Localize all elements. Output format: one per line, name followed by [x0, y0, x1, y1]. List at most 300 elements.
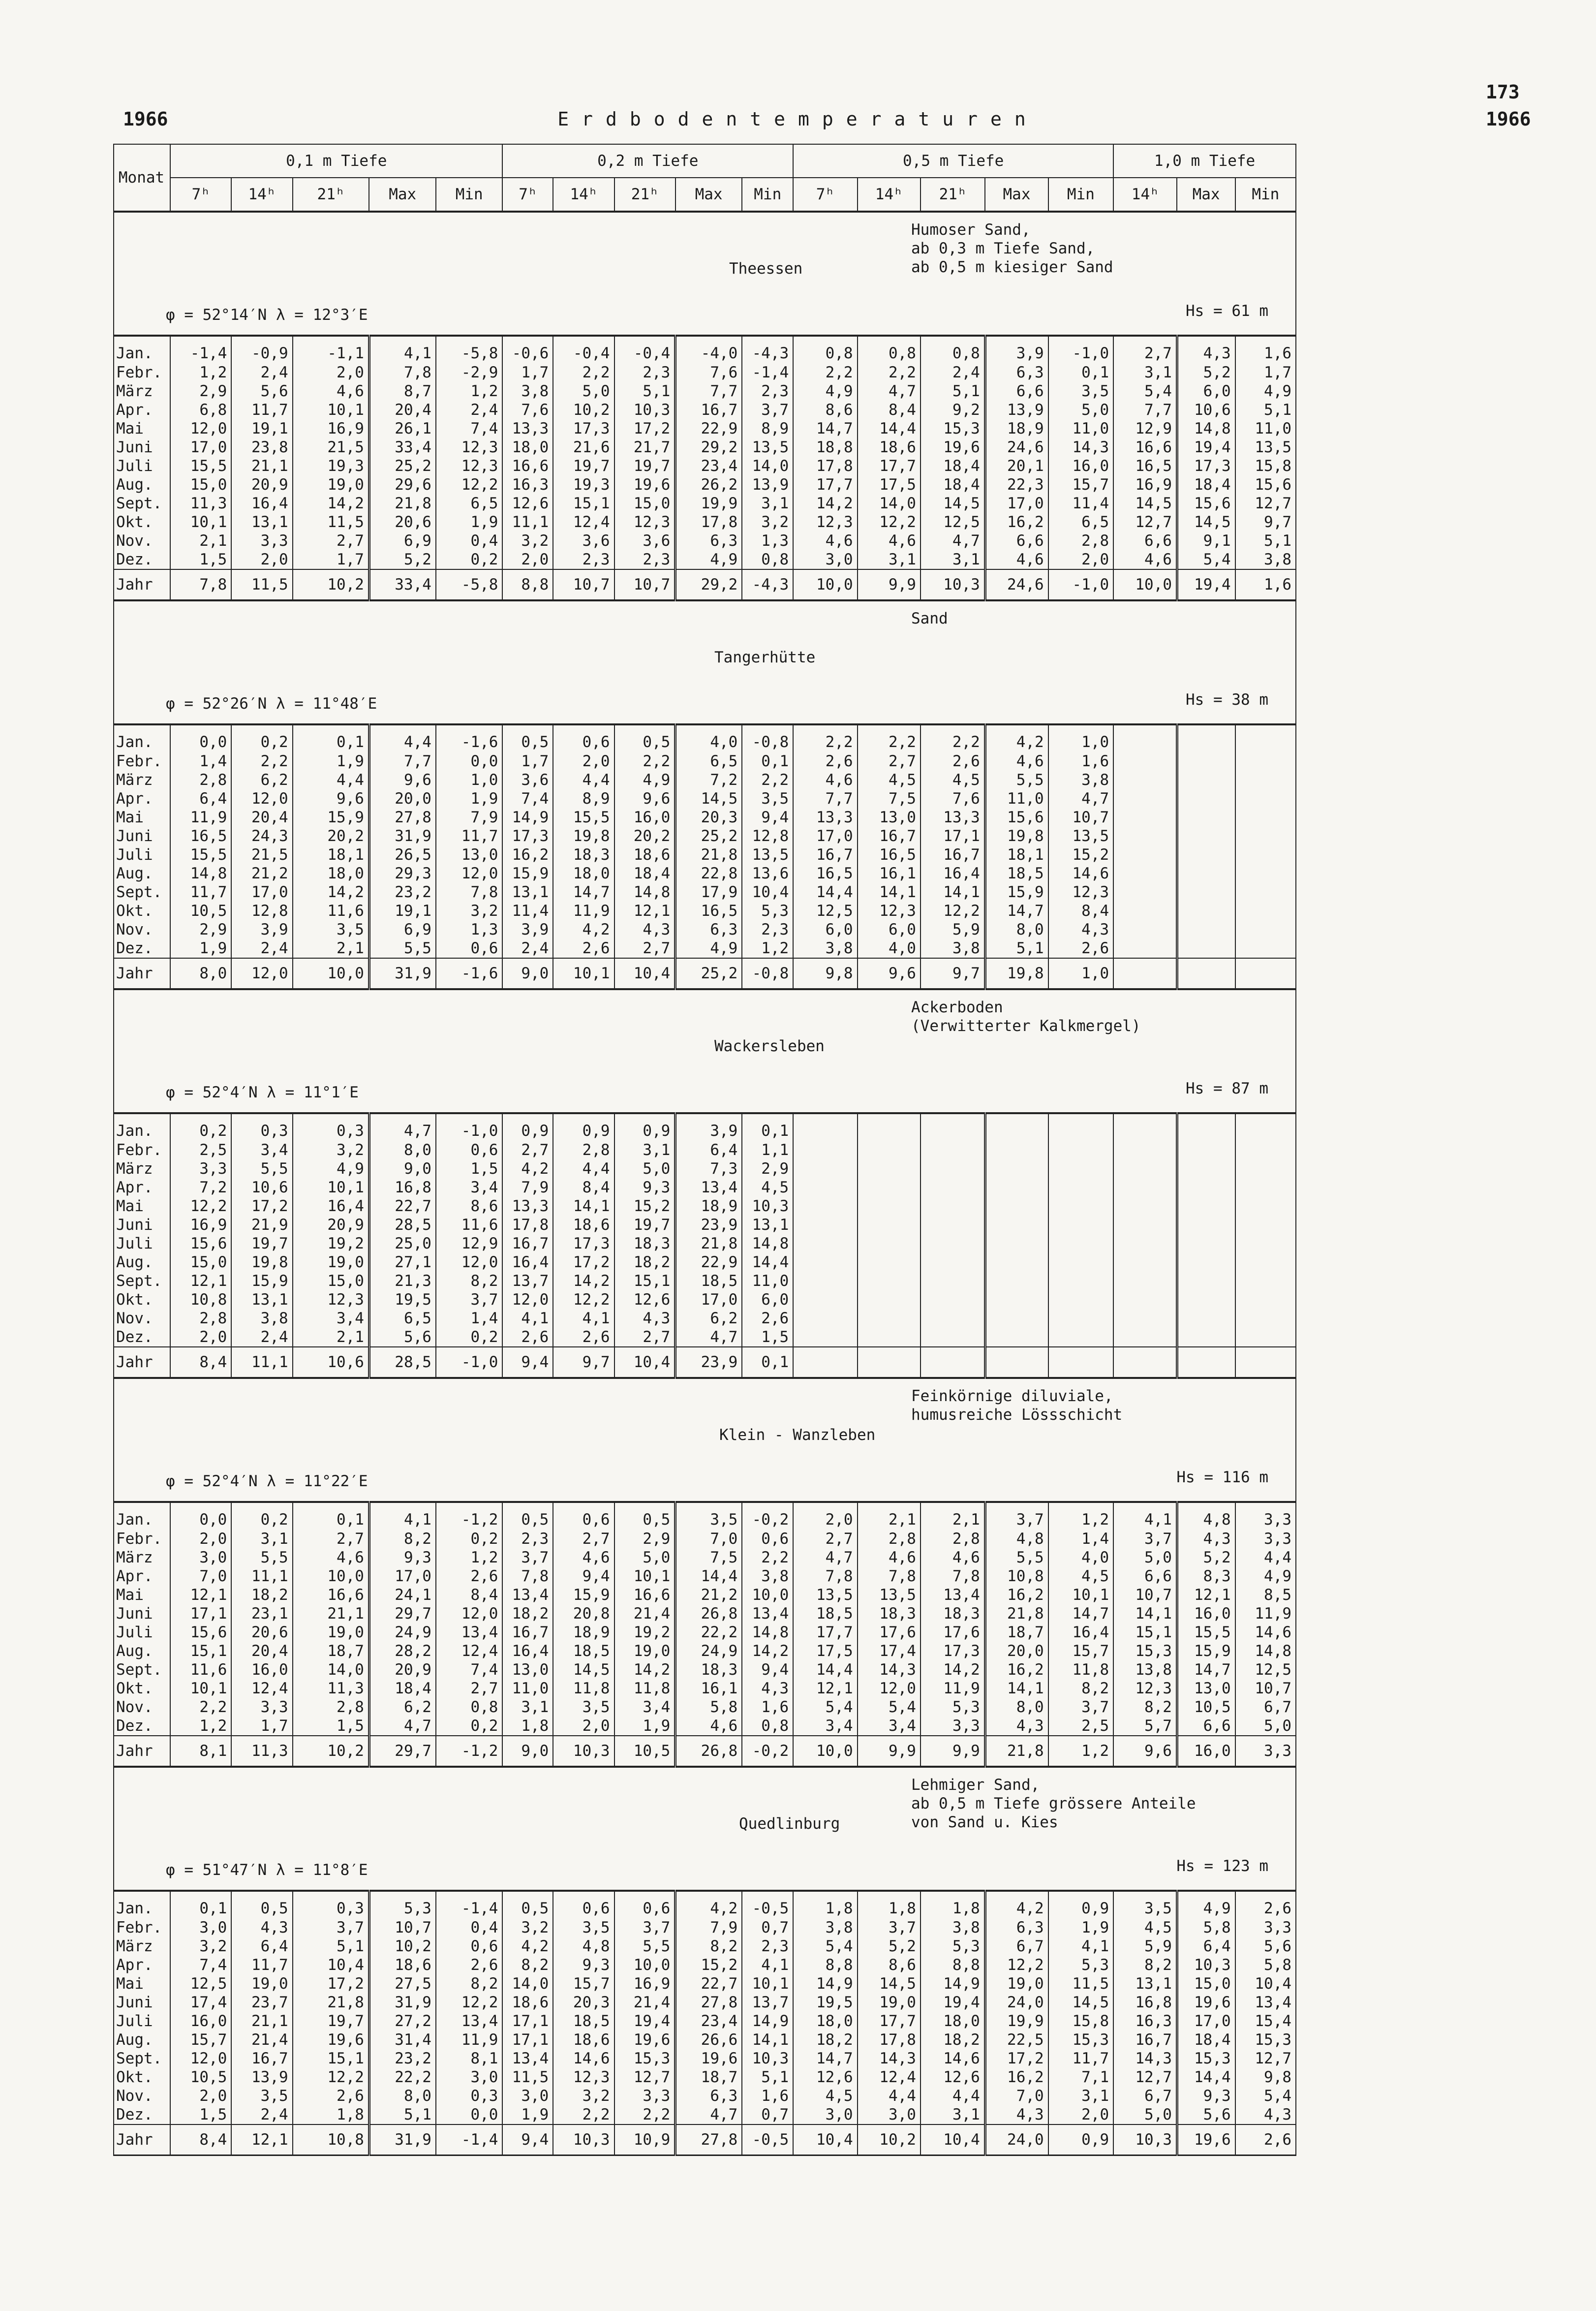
table-cell: 0,8	[742, 1717, 793, 1736]
table-cell: 16,9	[1113, 475, 1177, 494]
table-cell: 12,2	[170, 1197, 231, 1216]
table-row	[114, 531, 1296, 550]
table-cell: 23,2	[369, 2049, 435, 2068]
table-cell: 18,2	[231, 1586, 292, 1604]
table-cell: 22,9	[675, 419, 742, 438]
table-cell	[1113, 1159, 1177, 1178]
table-cell: 0,2	[436, 550, 503, 569]
month-label: Aug.	[114, 475, 170, 494]
table-cell: 18,9	[553, 1623, 614, 1642]
table-cell: 2,6	[553, 1328, 614, 1347]
table-row	[114, 939, 1296, 958]
soil-description: Humoser Sand, ab 0,3 m Tiefe Sand, ab 0,5 m kiesiger Sand	[911, 221, 1113, 276]
table-cell: 20,2	[293, 827, 369, 845]
month-label: März	[114, 771, 170, 789]
table-cell: 15,2	[1048, 845, 1113, 864]
table-cell: 4,4	[553, 771, 614, 789]
table-cell: 25,2	[369, 457, 435, 475]
table-cell: 14,1	[985, 1679, 1048, 1698]
table-cell: -0,8	[742, 724, 793, 752]
table-cell: 18,7	[675, 2068, 742, 2087]
table-cell: 2,2	[553, 363, 614, 382]
table-cell: 3,1	[742, 494, 793, 513]
table-cell: 33,4	[369, 438, 435, 457]
table-cell: 15,9	[985, 883, 1048, 902]
table-cell: 12,9	[1113, 419, 1177, 438]
table-cell: 9,4	[553, 1567, 614, 1586]
table-cell	[921, 1253, 985, 1272]
table-cell: 6,3	[985, 1918, 1048, 1937]
table-cell: 5,2	[858, 1937, 921, 1956]
table-cell: 15,6	[170, 1623, 231, 1642]
table-cell: 17,3	[921, 1642, 985, 1660]
table-cell: 17,8	[675, 513, 742, 531]
table-cell	[1235, 920, 1296, 939]
table-cell: 14,7	[985, 902, 1048, 920]
table-cell: 3,2	[553, 2087, 614, 2105]
table-cell	[1235, 958, 1296, 989]
table-cell: 16,0	[170, 2012, 231, 2030]
table-cell: 13,4	[502, 2049, 553, 2068]
month-label: Juni	[114, 1993, 170, 2012]
table-cell: 26,8	[675, 1736, 742, 1767]
table-cell: 4,3	[985, 1717, 1048, 1736]
year-right: 1966	[1486, 108, 1531, 130]
table-cell: 4,6	[293, 382, 369, 401]
table-cell: 5,3	[1048, 1956, 1113, 1974]
table-cell: 9,6	[293, 789, 369, 808]
table-cell: 24,0	[985, 2124, 1048, 2155]
month-label: Juni	[114, 438, 170, 457]
table-cell: 16,7	[858, 827, 921, 845]
table-cell	[1235, 724, 1296, 752]
table-cell	[793, 1159, 857, 1178]
table-cell: 2,0	[170, 1530, 231, 1548]
table-cell	[921, 1234, 985, 1253]
table-cell: 0,1	[293, 724, 369, 752]
table-cell: 12,3	[858, 902, 921, 920]
table-cell: 21,5	[231, 845, 292, 864]
table-cell: 8,2	[1113, 1698, 1177, 1717]
table-cell: 14,0	[502, 1974, 553, 1993]
table-cell: 12,4	[231, 1679, 292, 1698]
table-cell: 17,3	[502, 827, 553, 845]
table-cell: 7,3	[675, 1159, 742, 1178]
table-cell: 18,0	[502, 438, 553, 457]
table-cell: 3,9	[502, 920, 553, 939]
table-cell: 12,0	[436, 1604, 503, 1623]
table-cell: 1,8	[858, 1891, 921, 1918]
table-cell: 3,7	[1113, 1530, 1177, 1548]
table-cell: 5,5	[369, 939, 435, 958]
table-cell: 4,3	[614, 1309, 675, 1328]
table-cell: 11,9	[921, 1679, 985, 1698]
station-info-cell	[114, 989, 1296, 1113]
table-row	[114, 1159, 1296, 1178]
table-cell: 2,6	[742, 1309, 793, 1328]
table-cell	[793, 1290, 857, 1309]
table-cell	[1113, 864, 1177, 883]
table-cell	[1235, 1197, 1296, 1216]
station-name: Wackersleben	[714, 1037, 825, 1055]
table-cell	[985, 1197, 1048, 1216]
station-info	[114, 601, 1295, 723]
table-cell	[793, 1178, 857, 1197]
table-cell: 4,9	[1235, 1567, 1296, 1586]
table-cell: 1,0	[1048, 958, 1113, 989]
month-label: Jan.	[114, 1113, 170, 1141]
table-cell: 6,3	[985, 363, 1048, 382]
table-cell: 29,6	[369, 475, 435, 494]
table-cell: 8,2	[1048, 1679, 1113, 1698]
table-cell: 0,1	[742, 752, 793, 771]
table-cell: 2,4	[231, 2105, 292, 2124]
depth-header: 0,5 m Tiefe	[793, 144, 1113, 178]
table-cell: 5,9	[1113, 1937, 1177, 1956]
table-cell	[1235, 1141, 1296, 1159]
table-cell	[1177, 1234, 1235, 1253]
table-cell: 14,7	[1048, 1604, 1113, 1623]
table-cell: 11,1	[502, 513, 553, 531]
column-header: Max	[985, 178, 1048, 212]
table-cell: 8,0	[985, 1698, 1048, 1717]
table-cell: 3,3	[1235, 1918, 1296, 1937]
table-cell: 3,4	[793, 1717, 857, 1736]
table-cell: 8,7	[369, 382, 435, 401]
table-cell	[1177, 1309, 1235, 1328]
table-cell: 5,5	[985, 1548, 1048, 1567]
table-cell: 11,3	[231, 1736, 292, 1767]
table-cell: 2,2	[921, 724, 985, 752]
table-row	[114, 1679, 1296, 1698]
table-cell: 4,7	[921, 531, 985, 550]
table-cell: 13,0	[502, 1660, 553, 1679]
table-cell	[793, 1216, 857, 1234]
table-cell: 12,5	[1235, 1660, 1296, 1679]
table-cell: 1,2	[170, 363, 231, 382]
table-cell	[1177, 1178, 1235, 1197]
table-cell: 1,2	[170, 1717, 231, 1736]
table-cell: 7,8	[170, 569, 231, 600]
table-cell: 2,2	[614, 752, 675, 771]
table-cell: 11,7	[231, 1956, 292, 1974]
table-cell: 16,8	[1113, 1993, 1177, 2012]
table-cell: 15,7	[170, 2030, 231, 2049]
table-cell: 16,6	[293, 1586, 369, 1604]
table-cell: 19,6	[1177, 1993, 1235, 2012]
table-cell: 18,1	[985, 845, 1048, 864]
table-cell: 24,3	[231, 827, 292, 845]
table-cell: 19,6	[614, 475, 675, 494]
table-cell: 2,1	[170, 531, 231, 550]
table-cell: 14,1	[858, 883, 921, 902]
table-cell: 6,4	[231, 1937, 292, 1956]
table-cell: 2,6	[436, 1956, 503, 1974]
table-cell: 3,8	[793, 939, 857, 958]
table-cell: 8,4	[170, 2124, 231, 2155]
table-row	[114, 771, 1296, 789]
table-row	[114, 2068, 1296, 2087]
column-header: 7ʰ	[170, 178, 231, 212]
table-cell: 0,5	[614, 1502, 675, 1530]
column-header: 14ʰ	[1113, 178, 1177, 212]
table-cell: 12,2	[293, 2068, 369, 2087]
table-cell: 2,7	[502, 1141, 553, 1159]
table-row	[114, 401, 1296, 419]
table-cell: 19,6	[675, 2049, 742, 2068]
station-info-row	[114, 600, 1296, 724]
month-label: Jahr	[114, 1736, 170, 1767]
table-cell: 13,4	[1235, 1993, 1296, 2012]
table-cell: 7,8	[921, 1567, 985, 1586]
table-cell: -0,4	[553, 336, 614, 363]
table-cell: 15,8	[1235, 457, 1296, 475]
table-cell: 18,3	[858, 1604, 921, 1623]
table-cell: 2,4	[231, 939, 292, 958]
table-cell: 5,1	[921, 382, 985, 401]
table-cell: -0,5	[742, 2124, 793, 2155]
table-cell: 22,9	[675, 1253, 742, 1272]
table-row	[114, 1253, 1296, 1272]
station-info	[114, 1768, 1295, 1890]
station-info	[114, 1379, 1295, 1501]
table-cell: 0,5	[502, 1891, 553, 1918]
table-cell: 4,3	[1048, 920, 1113, 939]
table-cell: 4,4	[293, 771, 369, 789]
month-label: Okt.	[114, 1679, 170, 1698]
table-cell: 10,0	[742, 1586, 793, 1604]
table-cell	[1048, 1328, 1113, 1347]
table-cell: 14,5	[1177, 513, 1235, 531]
table-cell: 12,0	[231, 958, 292, 989]
table-cell: 19,7	[553, 457, 614, 475]
table-cell: 10,4	[921, 2124, 985, 2155]
table-row	[114, 1586, 1296, 1604]
table-cell: 13,4	[921, 1586, 985, 1604]
table-cell	[1113, 724, 1177, 752]
table-cell	[1177, 920, 1235, 939]
table-cell: 19,3	[293, 457, 369, 475]
table-cell: 6,9	[369, 531, 435, 550]
table-row	[114, 363, 1296, 382]
table-cell: 19,3	[553, 475, 614, 494]
table-cell	[921, 1178, 985, 1197]
table-cell: 14,3	[858, 2049, 921, 2068]
table-cell: 27,8	[675, 1993, 742, 2012]
table-cell	[1113, 939, 1177, 958]
table-cell: 9,7	[1235, 513, 1296, 531]
table-cell: 3,7	[742, 401, 793, 419]
table-cell: 11,0	[1235, 419, 1296, 438]
month-label: Nov.	[114, 531, 170, 550]
table-cell: 3,6	[553, 531, 614, 550]
table-cell: 4,0	[858, 939, 921, 958]
table-cell: 0,9	[553, 1113, 614, 1141]
table-cell: 15,3	[1048, 2030, 1113, 2049]
table-cell: 19,4	[614, 2012, 675, 2030]
table-cell: 18,3	[675, 1660, 742, 1679]
table-cell	[985, 1253, 1048, 1272]
table-cell: 14,3	[1048, 438, 1113, 457]
table-cell: 2,1	[921, 1502, 985, 1530]
table-cell: 20,1	[985, 457, 1048, 475]
table-cell	[1113, 1113, 1177, 1141]
table-cell: 8,5	[1235, 1586, 1296, 1604]
table-cell	[1113, 1178, 1177, 1197]
station-coordinates: φ = 52°26′N λ = 11°48′E	[166, 695, 377, 713]
month-label: Apr.	[114, 1567, 170, 1586]
table-cell: 0,2	[231, 724, 292, 752]
table-cell: -0,5	[742, 1891, 793, 1918]
table-cell: 19,6	[293, 2030, 369, 2049]
table-cell: 18,6	[858, 438, 921, 457]
table-cell: 16,3	[502, 475, 553, 494]
table-cell: 1,2	[742, 939, 793, 958]
table-cell: 7,0	[170, 1567, 231, 1586]
table-cell: 5,5	[985, 771, 1048, 789]
table-cell: 14,1	[553, 1197, 614, 1216]
table-row	[114, 550, 1296, 569]
table-cell	[1235, 1328, 1296, 1347]
table-cell: 17,2	[231, 1197, 292, 1216]
table-cell: 13,0	[436, 845, 503, 864]
table-cell: 11,4	[502, 902, 553, 920]
table-cell: 10,3	[1113, 2124, 1177, 2155]
table-cell: 16,6	[614, 1586, 675, 1604]
table-cell	[1177, 1272, 1235, 1290]
table-cell: 17,5	[793, 1642, 857, 1660]
month-label: März	[114, 1937, 170, 1956]
month-label: Aug.	[114, 1253, 170, 1272]
table-cell: 18,4	[921, 457, 985, 475]
table-cell: 8,2	[502, 1956, 553, 1974]
table-cell: 24,9	[675, 1642, 742, 1660]
month-label: Dez.	[114, 2105, 170, 2124]
table-cell: 7,4	[436, 419, 503, 438]
table-cell: 13,3	[502, 419, 553, 438]
table-cell: 0,0	[170, 1502, 231, 1530]
table-cell: 2,1	[293, 939, 369, 958]
table-cell: 2,2	[858, 724, 921, 752]
table-cell	[985, 1159, 1048, 1178]
table-cell: 20,4	[231, 808, 292, 827]
table-cell: 1,8	[921, 1891, 985, 1918]
table-cell: 5,4	[1235, 2087, 1296, 2105]
table-cell: 2,0	[1048, 2105, 1113, 2124]
table-cell: 11,4	[1048, 494, 1113, 513]
table-cell: 12,3	[1048, 883, 1113, 902]
table-row	[114, 1113, 1296, 1141]
table-cell: 3,7	[293, 1918, 369, 1937]
table-cell: 12,2	[553, 1290, 614, 1309]
table-cell: 12,5	[170, 1974, 231, 1993]
table-cell: 17,1	[921, 827, 985, 845]
table-cell: 19,6	[614, 2030, 675, 2049]
table-cell: -0,9	[231, 336, 292, 363]
month-label: Febr.	[114, 1141, 170, 1159]
table-cell: 6,6	[1113, 531, 1177, 550]
table-cell: 12,4	[436, 1642, 503, 1660]
table-cell: 7,6	[921, 789, 985, 808]
table-cell: 15,3	[614, 2049, 675, 2068]
table-cell	[1113, 1197, 1177, 1216]
table-cell: 10,1	[742, 1974, 793, 1993]
table-cell: 5,4	[1113, 382, 1177, 401]
table-cell: 15,5	[170, 457, 231, 475]
table-cell	[921, 1113, 985, 1141]
table-cell: 12,3	[436, 438, 503, 457]
table-cell: 18,2	[502, 1604, 553, 1623]
table-cell: 3,8	[1235, 550, 1296, 569]
table-cell: 19,8	[985, 827, 1048, 845]
table-cell	[1048, 1234, 1113, 1253]
table-cell: 3,2	[436, 902, 503, 920]
table-cell: 2,2	[170, 1698, 231, 1717]
table-cell: 3,7	[436, 1290, 503, 1309]
table-cell: 24,0	[985, 1993, 1048, 2012]
table-cell: 16,9	[170, 1216, 231, 1234]
table-cell: 14,7	[793, 419, 857, 438]
table-cell: 3,3	[1235, 1736, 1296, 1767]
table-cell: 14,4	[793, 1660, 857, 1679]
table-cell: 8,0	[170, 958, 231, 989]
station-name: Klein - Wanzleben	[719, 1426, 876, 1444]
table-cell: 14,8	[614, 883, 675, 902]
table-cell: 13,1	[231, 1290, 292, 1309]
table-cell: 10,2	[369, 1937, 435, 1956]
table-cell: 29,3	[369, 864, 435, 883]
month-label: Aug.	[114, 864, 170, 883]
table-cell: 4,6	[1113, 550, 1177, 569]
table-cell: 11,8	[614, 1679, 675, 1698]
table-cell	[985, 1328, 1048, 1347]
table-cell: 10,1	[1048, 1586, 1113, 1604]
table-cell: 21,4	[614, 1604, 675, 1623]
table-cell: 23,7	[231, 1993, 292, 2012]
table-cell: 0,0	[436, 752, 503, 771]
table-cell: 2,6	[293, 2087, 369, 2105]
table-cell: 9,4	[742, 808, 793, 827]
table-row	[114, 827, 1296, 845]
table-cell: -1,0	[1048, 336, 1113, 363]
table-cell	[1113, 1253, 1177, 1272]
station-coordinates: φ = 52°14′N λ = 12°3′E	[166, 306, 368, 324]
station-coordinates: φ = 52°4′N λ = 11°1′E	[166, 1084, 359, 1101]
table-cell: 14,6	[553, 2049, 614, 2068]
table-cell: 3,1	[921, 2105, 985, 2124]
table-cell: 10,4	[293, 1956, 369, 1974]
table-cell: 20,4	[369, 401, 435, 419]
table-cell: 26,8	[675, 1604, 742, 1623]
table-cell: 5,0	[614, 1548, 675, 1567]
table-cell: 17,1	[170, 1604, 231, 1623]
table-cell	[858, 1309, 921, 1328]
column-header: 21ʰ	[293, 178, 369, 212]
table-cell: 7,2	[675, 771, 742, 789]
table-cell: 11,9	[553, 902, 614, 920]
table-cell: 2,2	[793, 363, 857, 382]
table-cell: 14,2	[553, 1272, 614, 1290]
table-cell: 16,7	[921, 845, 985, 864]
table-cell: 6,3	[675, 920, 742, 939]
table-cell: 16,7	[793, 845, 857, 864]
table-cell: 7,0	[985, 2087, 1048, 2105]
table-cell: 12,6	[614, 1290, 675, 1309]
table-cell: 15,1	[170, 1642, 231, 1660]
table-cell: 31,9	[369, 1993, 435, 2012]
table-cell: 9,3	[553, 1956, 614, 1974]
table-cell: 14,7	[793, 2049, 857, 2068]
